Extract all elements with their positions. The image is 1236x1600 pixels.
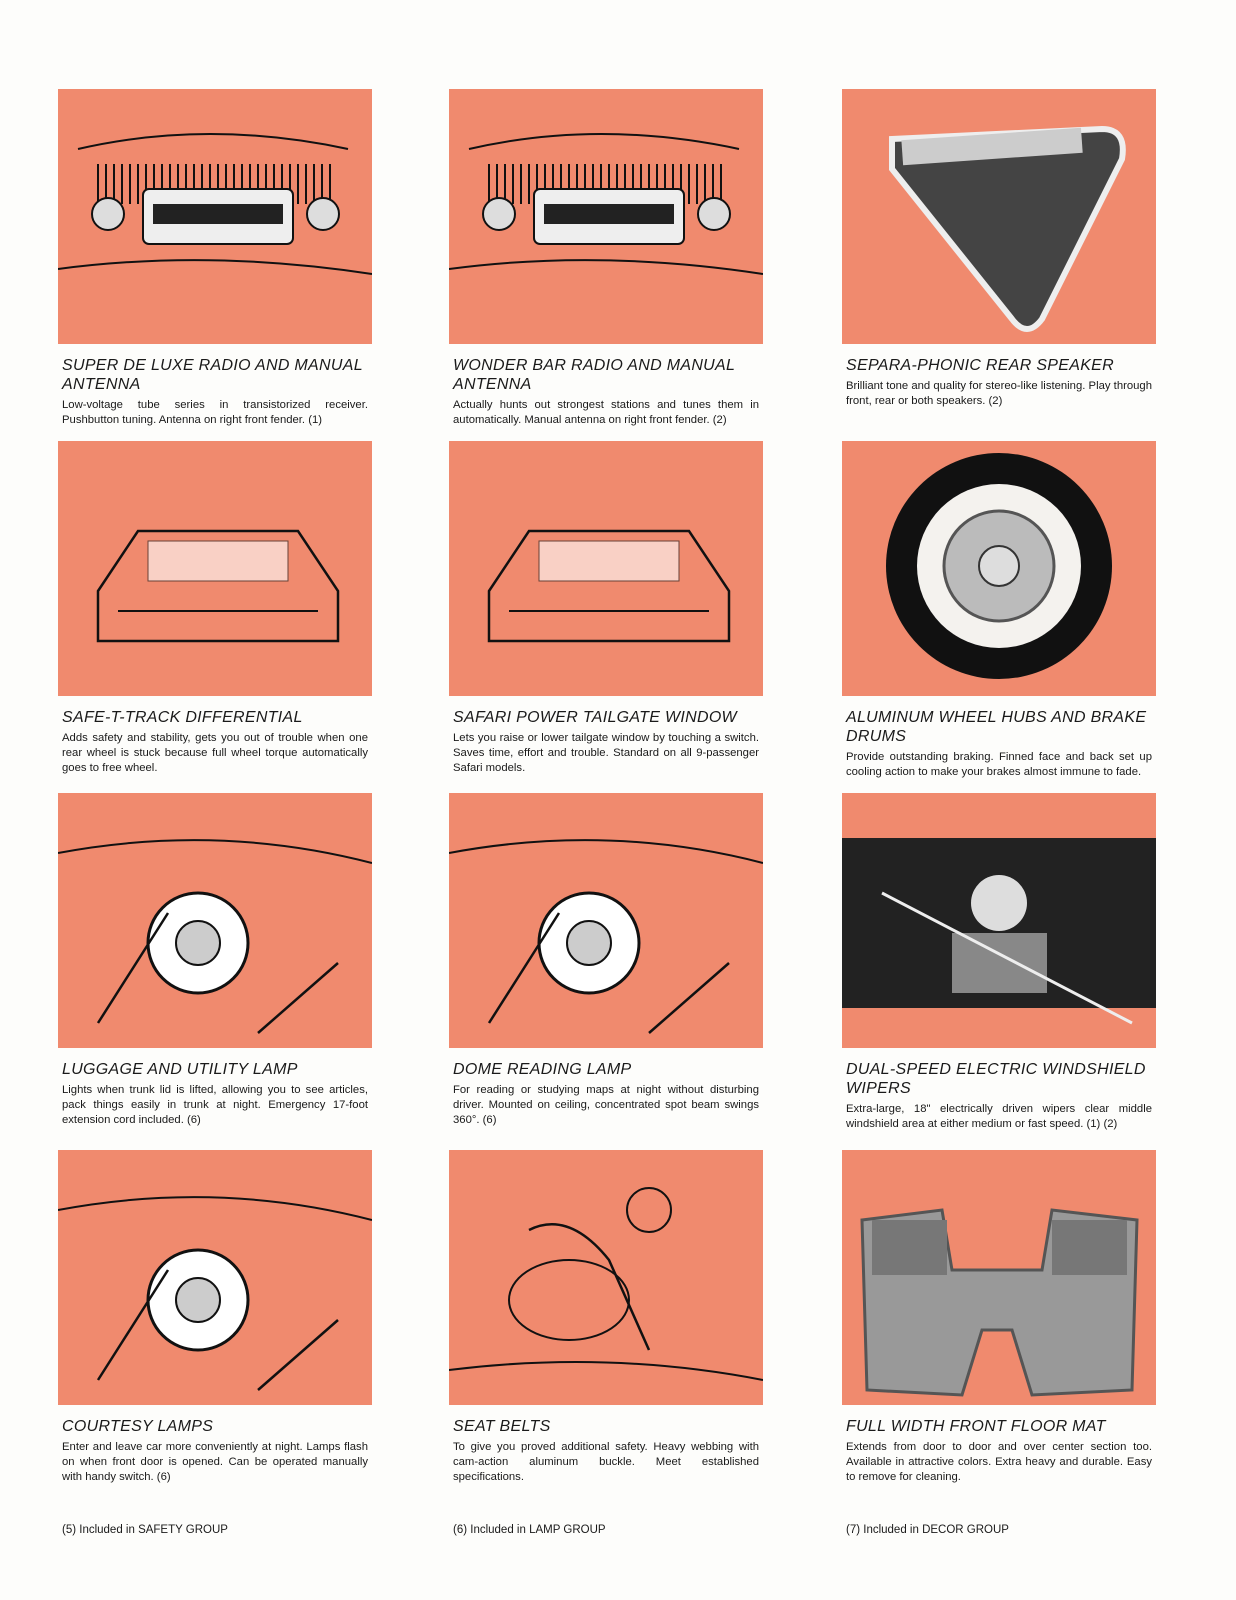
feature-illustration: [842, 89, 1156, 344]
feature-card: [449, 441, 763, 776]
feature-illustration: [449, 89, 763, 344]
feature-illustration: [449, 441, 763, 696]
feature-description: Enter and leave car more conveniently at night. Lamps flash on when front door is opened. Can be operated manually with handy switch. (6): [62, 1441, 368, 1483]
feature-illustration: [449, 1150, 763, 1405]
feature-description: Brilliant tone and quality for stereo-like listening. Play through front, rear or both speakers. (2): [846, 380, 1152, 407]
footnote-decor-group: (7) Included in DECOR GROUP: [846, 1524, 1009, 1536]
feature-card: [58, 441, 372, 776]
feature-card: [58, 1150, 372, 1485]
feature-illustration: [842, 441, 1156, 696]
feature-illustration: [58, 441, 372, 696]
mat-illustration-icon: [842, 1150, 1156, 1405]
feature-description: Lights when trunk lid is lifted, allowing you to see articles, pack things easily in trunk at night. Emergency 17-foot extension cord included. (6): [62, 1084, 368, 1126]
feature-description: Extra-large, 18" electrically driven wipers clear middle windshield area at either medium or fast speed. (1) (2): [846, 1103, 1152, 1130]
radio-illustration-icon: [449, 89, 763, 344]
feature-card: [449, 793, 763, 1128]
feature-description: For reading or studying maps at night without disturbing driver. Mounted on ceiling, concentrated spot beam swings 360°. (6): [453, 1084, 759, 1126]
feature-card: [842, 441, 1156, 780]
feature-title: SAFE-T-TRACK DIFFERENTIAL: [62, 709, 303, 726]
feature-title: DUAL-SPEED ELECTRIC WINDSHIELD WIPERS: [846, 1061, 1146, 1097]
feature-title: DOME READING LAMP: [453, 1061, 632, 1078]
feature-title: SEAT BELTS: [453, 1418, 551, 1435]
feature-description: Provide outstanding braking. Finned face and back set up cooling action to make your brakes almost immune to fade.: [846, 751, 1152, 778]
feature-title: LUGGAGE AND UTILITY LAMP: [62, 1061, 298, 1078]
feature-card: [58, 89, 372, 428]
radio-illustration-icon: [58, 89, 372, 344]
wheel-illustration-icon: [842, 441, 1156, 696]
feature-title: ALUMINUM WHEEL HUBS AND BRAKE DRUMS: [846, 709, 1147, 745]
feature-title: WONDER BAR RADIO AND MANUAL ANTENNA: [453, 357, 735, 393]
feature-card: [842, 1150, 1156, 1485]
feature-title: FULL WIDTH FRONT FLOOR MAT: [846, 1418, 1106, 1435]
feature-illustration: [449, 793, 763, 1048]
feature-illustration: [842, 1150, 1156, 1405]
feature-illustration: [58, 1150, 372, 1405]
feature-description: Low-voltage tube series in transistorized receiver. Pushbutton tuning. Antenna on right front fender. (1): [62, 399, 368, 426]
feature-description: Extends from door to door and over center section too. Available in attractive colors. Extra heavy and durable. Easy to remove for cleaning.: [846, 1441, 1152, 1483]
feature-description: To give you proved additional safety. Heavy webbing with cam-action aluminum buckle. Meet established specifications.: [453, 1441, 759, 1483]
feature-illustration: [58, 89, 372, 344]
belt-illustration-icon: [449, 1150, 763, 1405]
feature-description: Adds safety and stability, gets you out of trouble when one rear wheel is stuck because full wheel torque automatically goes to free wheel.: [62, 732, 368, 774]
feature-description: Actually hunts out strongest stations and tunes them in automatically. Manual antenna on right front fender. (2): [453, 399, 759, 426]
feature-card: [842, 89, 1156, 409]
feature-description: Lets you raise or lower tailgate window by touching a switch. Saves time, effort and trouble. Standard on all 9-passenger Safari models.: [453, 732, 759, 774]
speaker-illustration-icon: [842, 89, 1156, 344]
feature-title: COURTESY LAMPS: [62, 1418, 214, 1435]
lamp-illustration-icon: [449, 793, 763, 1048]
feature-card: [449, 89, 763, 428]
feature-card: [842, 793, 1156, 1132]
feature-title: SAFARI POWER TAILGATE WINDOW: [453, 709, 737, 726]
feature-illustration: [842, 793, 1156, 1048]
wiper-illustration-icon: [842, 793, 1156, 1048]
feature-card: [449, 1150, 763, 1485]
footnote-lamp-group: (6) Included in LAMP GROUP: [453, 1524, 606, 1536]
footnote-safety-group: (5) Included in SAFETY GROUP: [62, 1524, 228, 1536]
lamp-illustration-icon: [58, 793, 372, 1048]
feature-card: [58, 793, 372, 1128]
feature-illustration: [58, 793, 372, 1048]
lamp-illustration-icon: [58, 1150, 372, 1405]
car-illustration-icon: [58, 441, 372, 696]
feature-title: SUPER DE LUXE RADIO AND MANUAL ANTENNA: [62, 357, 363, 393]
feature-title: SEPARA-PHONIC REAR SPEAKER: [846, 357, 1115, 374]
car-illustration-icon: [449, 441, 763, 696]
